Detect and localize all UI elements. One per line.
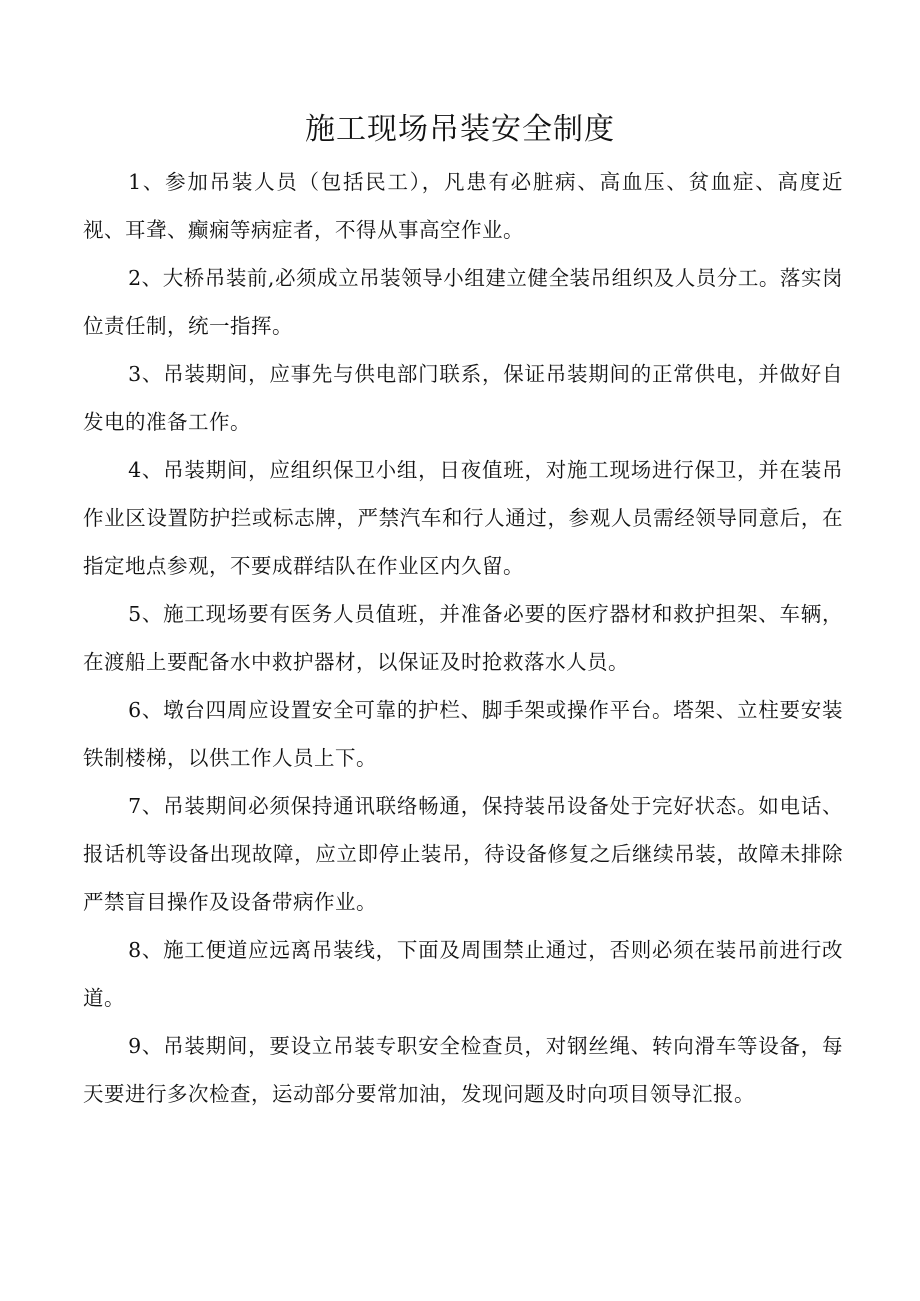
paragraph-1: 1、参加吊装人员（包括民工），凡患有必脏病、高血压、贫血症、高度近视、耳聋、癫痫等病症者，不得从事高空作业。 xyxy=(83,170,843,242)
paragraph-7: 7、吊装期间必须保持通讯联络畅通，保持装吊设备处于完好状态。如电话、报话机等设备出现故障，应立即停止装吊，待设备修复之后继续吊装，故障未排除严禁盲目操作及设备带病作业。 xyxy=(83,794,843,914)
page-title: 施工现场吊装安全制度 xyxy=(305,112,615,147)
paragraph-9: 9、吊装期间，要设立吊装专职安全检查员，对钢丝绳、转向滑车等设备，每天要进行多次检查，运动部分要常加油，发现问题及时向项目领导汇报。 xyxy=(83,1034,843,1106)
paragraph-5: 5、施工现场要有医务人员值班，并准备必要的医疗器材和救护担架、车辆，在渡船上要配备水中救护器材，以保证及时抢救落水人员。 xyxy=(83,602,843,674)
paragraph-3: 3、吊装期间，应事先与供电部门联系，保证吊装期间的正常供电，并做好自发电的准备工作。 xyxy=(83,362,843,434)
paragraph-4: 4、吊装期间，应组织保卫小组，日夜值班，对施工现场进行保卫，并在装吊作业区设置防护拦或标志牌，严禁汽车和行人通过，参观人员需经领导同意后，在指定地点参观，不要成群结队在作业区内久留。 xyxy=(83,458,843,578)
paragraph-8: 8、施工便道应远离吊装线，下面及周围禁止通过，否则必须在装吊前进行改道。 xyxy=(83,938,843,1010)
paragraph-6: 6、墩台四周应设置安全可靠的护栏、脚手架或操作平台。塔架、立柱要安装铁制楼梯，以供工作人员上下。 xyxy=(83,698,843,770)
document-body xyxy=(83,158,843,1118)
paragraph-2: 2、大桥吊装前,必须成立吊装领导小组建立健全装吊组织及人员分工。落实岗位责任制，统一指挥。 xyxy=(83,266,843,338)
